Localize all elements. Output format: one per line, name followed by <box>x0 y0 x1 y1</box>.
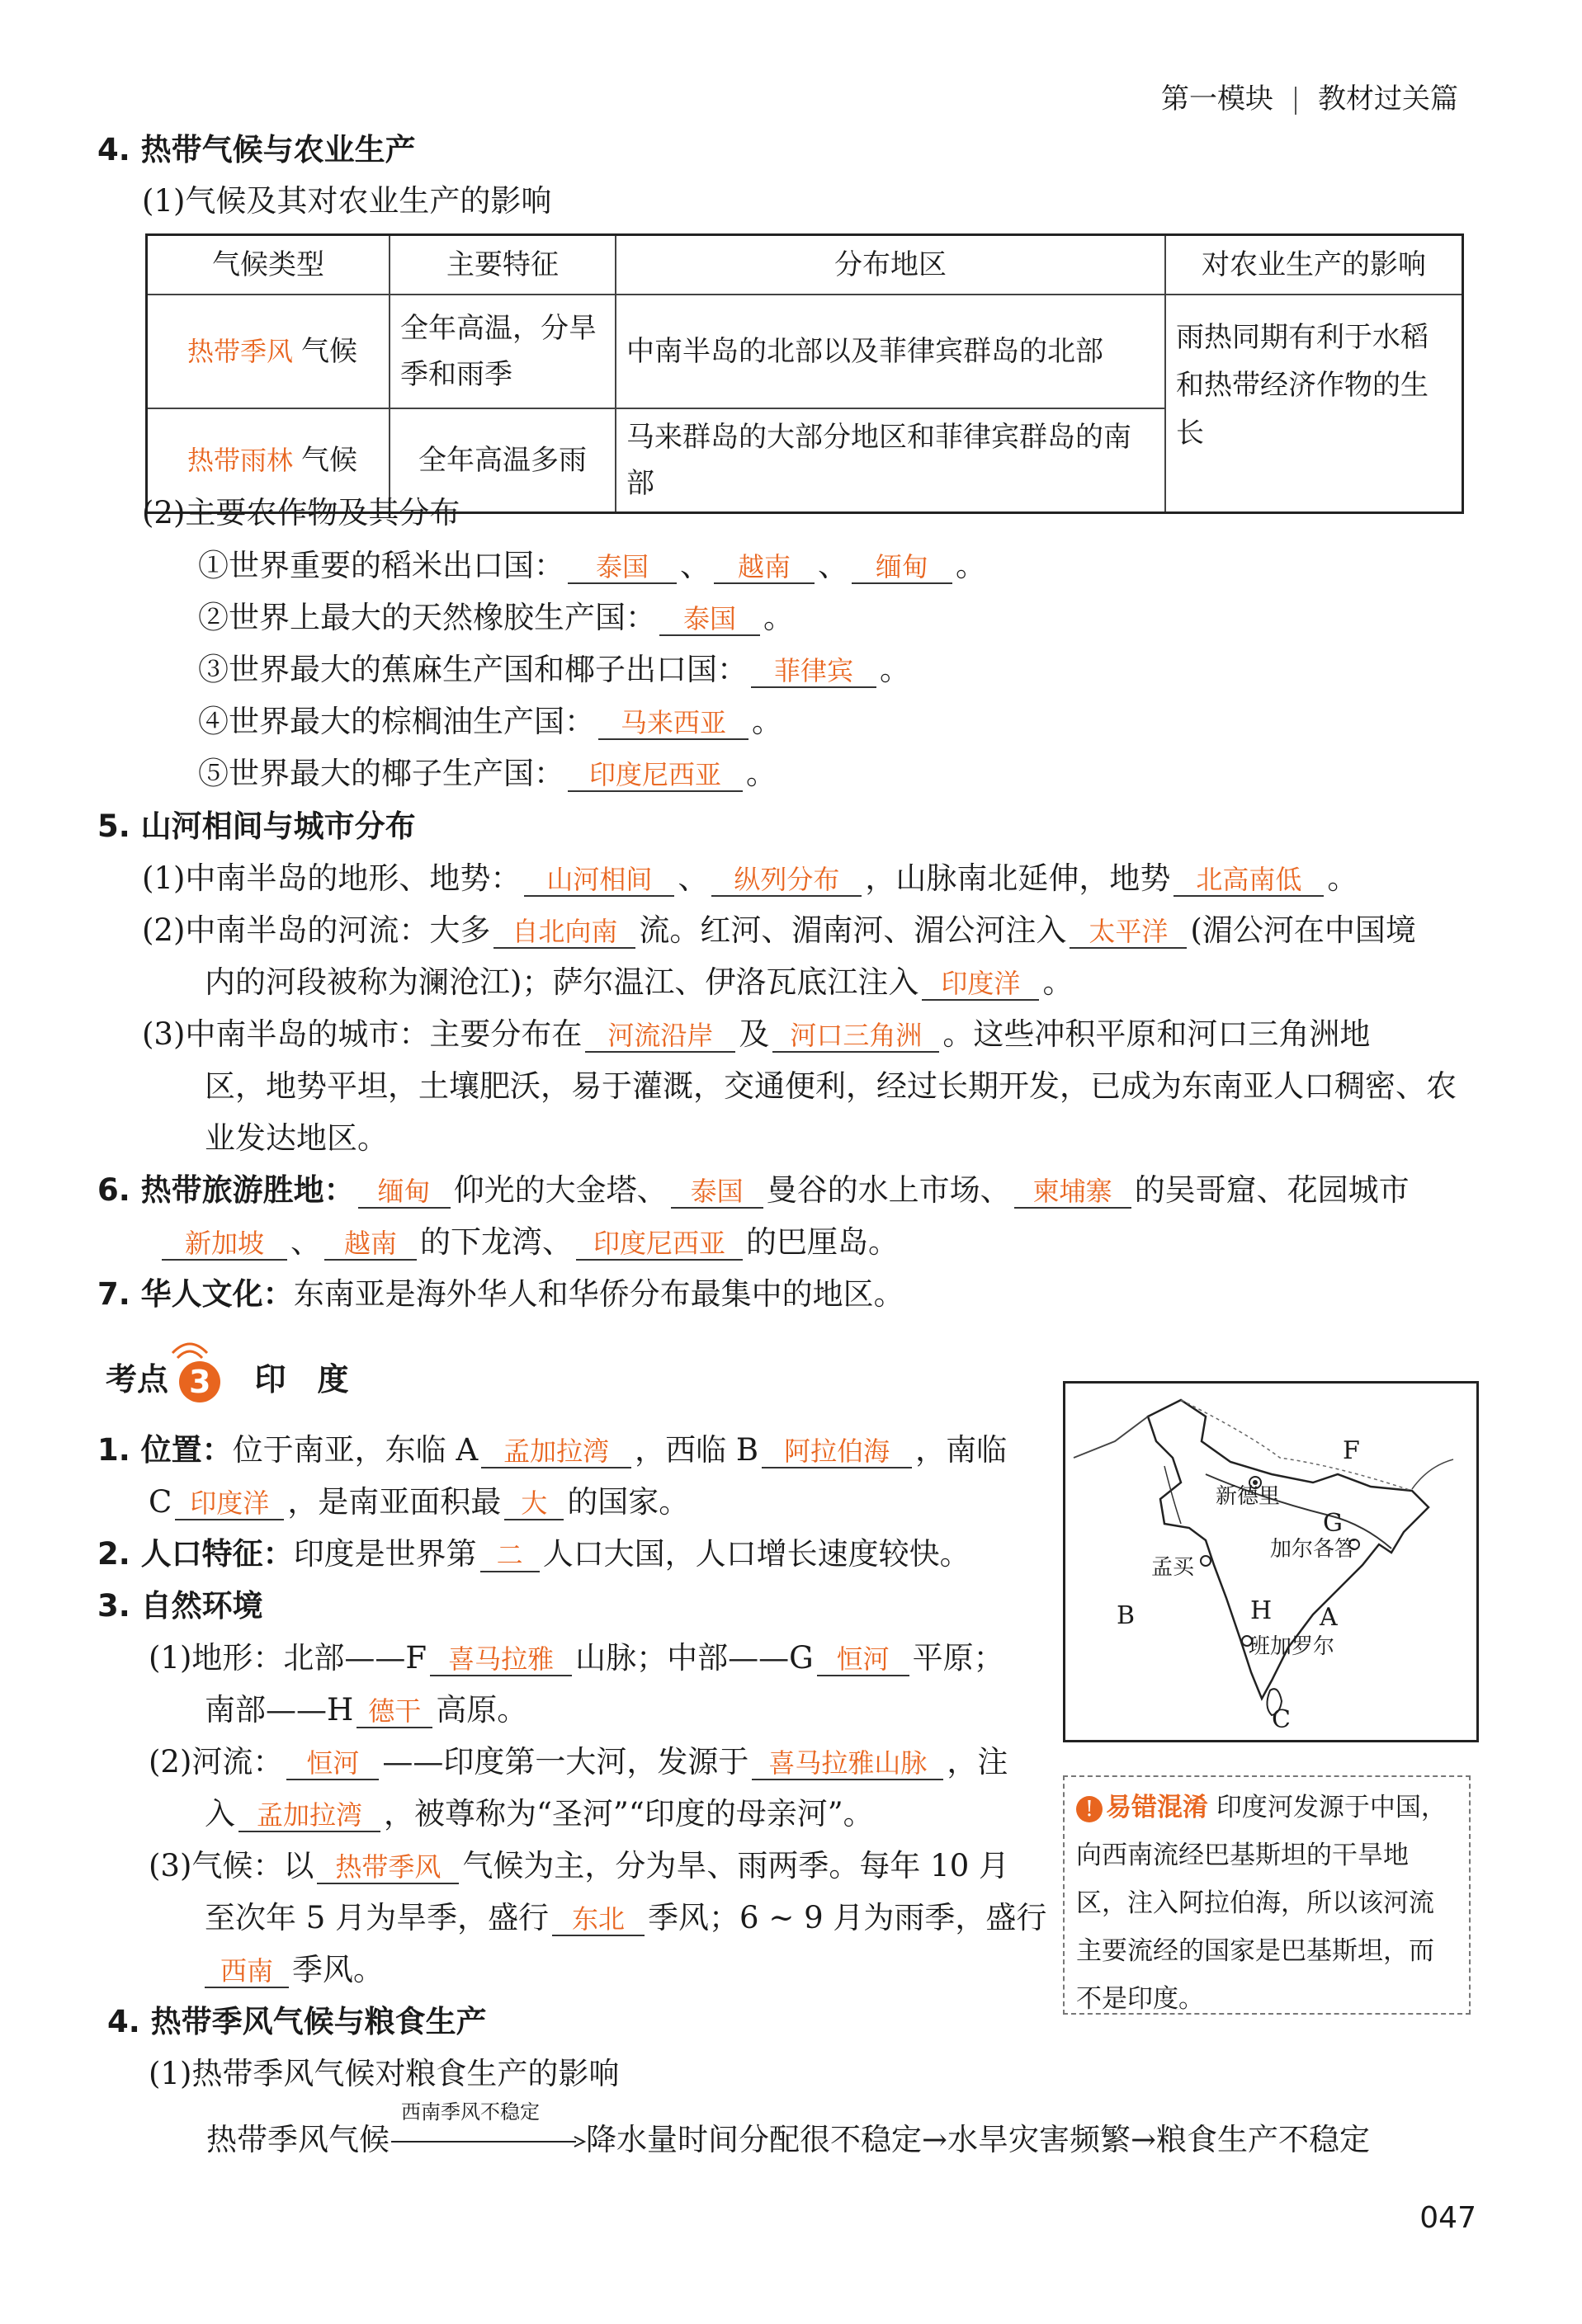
line-text: 平原； <box>912 1640 1004 1676</box>
page-number: 047 <box>1419 2201 1476 2235</box>
line-text: 仰光的大金塔、 <box>453 1172 668 1208</box>
india-line-2 <box>97 1536 970 1572</box>
line-text: 。这些冲积平原和河口三角洲地 <box>942 1016 1371 1052</box>
india-line-3-title: 3. 自然环境 <box>97 1588 263 1624</box>
crop-line-5 <box>198 756 777 792</box>
line-text: 季风；6 ~ 9 月为雨季，盛行 <box>648 1900 1047 1935</box>
map-label-H: H <box>1250 1596 1273 1625</box>
climate-table <box>145 233 1464 514</box>
header-module: 第一模块 <box>1161 82 1273 115</box>
header-divider <box>1295 87 1296 115</box>
india-line-4-title: 4. 热带季风气候与粮食生产 <box>107 2004 487 2039</box>
answer-blank: 河流沿岸 <box>585 1020 735 1053</box>
answer-blank: 泰国 <box>659 603 760 636</box>
line-text: (1)中南半岛的地形、地势： <box>142 860 522 896</box>
answer-blank: 印度尼西亚 <box>576 1228 743 1261</box>
flow-arrow-label: 西南季风不稳定 <box>401 2100 540 2124</box>
line-text: 曼谷的水上市场、 <box>766 1172 1011 1208</box>
crop-line-2 <box>198 600 794 636</box>
map-label-F: F <box>1343 1436 1360 1465</box>
answer-blank: 阿拉伯海 <box>762 1435 912 1468</box>
answer-blank: 菲律宾 <box>751 655 876 688</box>
table-header-row <box>147 235 1463 295</box>
answer-blank: 越南 <box>324 1228 417 1261</box>
header-section: 教材过关篇 <box>1318 82 1458 115</box>
answer-blank: 恒河 <box>286 1747 379 1780</box>
india-river-line-2 <box>205 1796 874 1832</box>
line-text: 高原。 <box>436 1692 528 1728</box>
section-4-sub2: (2)主要农作物及其分布 <box>142 495 460 530</box>
answer-blank: 印度洋 <box>175 1487 284 1520</box>
s6-line-2 <box>162 1224 899 1261</box>
tip-text: 印度河发源于中国，向西南流经巴基斯坦的干旱地区，注入阿拉伯海，所以该河流主要流经的国家是巴基斯坦，而不是印度。 <box>1076 1793 1447 2014</box>
s5-line-1 <box>142 860 1358 897</box>
s5-line-3 <box>142 1016 1370 1053</box>
answer-blank: 北高南低 <box>1174 864 1324 897</box>
alert-icon: ! <box>1076 1796 1103 1822</box>
section-5-title: 5. 山河相间与城市分布 <box>97 808 416 844</box>
table-cell-impact: 雨热同期有利于水稻和热带经济作物的生长 <box>1165 295 1463 513</box>
kaodian-number-badge: 3 <box>179 1361 220 1402</box>
india-line-1 <box>97 1432 1007 1468</box>
flow-arrow-labeled <box>390 2100 586 2158</box>
flow-node: 水旱灾害频繁 <box>947 2122 1131 2157</box>
line-text: 。 <box>880 652 910 687</box>
line-text: ③世界最大的蕉麻生产国和椰子出口国： <box>198 652 748 687</box>
line-text: 东南亚是海外华人和华侨分布最集中的地区。 <box>293 1276 904 1312</box>
line-text: 位于南亚，东临 A <box>232 1432 479 1468</box>
line-text: 南部——H <box>205 1692 354 1728</box>
answer-blank: 马来西亚 <box>598 707 748 740</box>
india-climate-line-2 <box>205 1900 1046 1936</box>
india-river-line <box>149 1744 1008 1780</box>
answer-blank: 德干 <box>357 1695 432 1728</box>
line-text: (湄公河在中国境 <box>1190 912 1416 948</box>
answer-blank: 喜马拉雅山脉 <box>752 1747 943 1780</box>
answer-blank: 热带雨林 <box>187 445 293 476</box>
line-text: (1)地形：北部——F <box>149 1640 427 1676</box>
cell-suffix: 气候 <box>301 335 357 368</box>
s5-line-2b <box>205 964 1073 1001</box>
section-4-title: 4. 热带气候与农业生产 <box>97 132 416 167</box>
line-title: 2. 人口特征： <box>97 1536 294 1572</box>
answer-blank: 孟加拉湾 <box>238 1799 380 1832</box>
map-city-bangalore: 班加罗尔 <box>1249 1634 1335 1659</box>
map-label-G: G <box>1323 1509 1343 1538</box>
crop-line-1 <box>198 548 986 584</box>
table-header: 对农业生产的影响 <box>1165 235 1463 295</box>
line-text: 。 <box>1042 964 1074 1000</box>
india-line-1b <box>149 1484 689 1520</box>
line-text: 的吴哥窟、花园城市 <box>1134 1172 1410 1208</box>
line-text: 。 <box>956 548 986 583</box>
line-text: 流。红河、湄南河、湄公河注入 <box>639 912 1067 948</box>
table-header: 主要特征 <box>390 235 616 295</box>
map-city-delhi: 新德里 <box>1216 1484 1281 1509</box>
line-text: 的下龙湾、 <box>420 1224 573 1260</box>
arrow-right-icon <box>390 2135 586 2148</box>
answer-blank: 东北 <box>552 1903 645 1936</box>
line-text: 季风。 <box>292 1952 384 1987</box>
map-city-mumbai: 孟买 <box>1151 1555 1195 1580</box>
table-header: 分布地区 <box>616 235 1165 295</box>
line-text: (3)中南半岛的城市：主要分布在 <box>142 1016 583 1052</box>
line-text: 。 <box>746 756 777 791</box>
line-text: 、 <box>680 548 711 583</box>
india-line-4-sub: (1)热带季风气候对粮食生产的影响 <box>149 2056 620 2091</box>
kaodian-label: 考点 <box>106 1361 169 1398</box>
map-city-kolkata: 加尔各答 <box>1270 1537 1357 1562</box>
line-text: ②世界上最大的天然橡胶生产国： <box>198 600 656 635</box>
table-cell-feature: 全年高温多雨 <box>390 408 616 513</box>
tip-box <box>1063 1775 1471 2015</box>
table-cell-feature: 全年高温，分旱季和雨季 <box>390 295 616 408</box>
line-text: 。 <box>763 600 794 635</box>
table-cell-region: 中南半岛的北部以及菲律宾群岛的北部 <box>616 295 1165 408</box>
answer-blank: 印度洋 <box>922 968 1039 1001</box>
answer-blank: 越南 <box>714 551 815 584</box>
kaodian-heading <box>106 1358 349 1402</box>
line-text: ，注 <box>947 1744 1008 1780</box>
line-text: ④世界最大的棕榈油生产国： <box>198 704 595 739</box>
line-text: ，是南亚面积最 <box>287 1484 502 1520</box>
s5-line-3c: 业发达地区。 <box>205 1120 388 1156</box>
flow-node: 热带季风气候 <box>206 2122 390 2157</box>
line-text: 的国家。 <box>567 1484 690 1520</box>
answer-blank: 喜马拉雅 <box>430 1643 572 1676</box>
line-text: 及 <box>739 1016 770 1052</box>
answer-blank: 泰国 <box>568 551 677 584</box>
flow-arrow: → <box>922 2122 948 2157</box>
table-header: 气候类型 <box>147 235 390 295</box>
line-text: 的巴厘岛。 <box>746 1224 899 1260</box>
line-text: 气候为主，分为旱、雨两季。每年 10 月 <box>462 1848 1010 1883</box>
line-text: (2)中南半岛的河流：大多 <box>142 912 491 948</box>
line-text: ⑤世界最大的椰子生产国： <box>198 756 564 791</box>
line-text: (2)河流： <box>149 1744 284 1780</box>
line-text: 人口大国，人口增长速度较快。 <box>542 1536 970 1572</box>
page-header <box>1161 76 1458 116</box>
line-text: 。 <box>752 704 782 739</box>
section-6-title: 6. 热带旅游胜地： <box>97 1172 355 1208</box>
line-text: ，山脉南北延伸，地势 <box>865 860 1171 896</box>
line-text: ，西临 B <box>635 1432 759 1468</box>
map-label-B: B <box>1117 1601 1136 1630</box>
answer-blank: 山河相间 <box>524 864 674 897</box>
answer-blank: 孟加拉湾 <box>481 1435 631 1468</box>
flow-chain <box>206 2100 1371 2158</box>
cell-suffix: 气候 <box>301 444 357 477</box>
s6-line-1 <box>97 1172 1410 1209</box>
answer-blank: 泰国 <box>671 1176 763 1209</box>
india-map <box>1063 1381 1479 1742</box>
line-text: 山脉；中部——G <box>575 1640 814 1676</box>
line-text: ，被尊称为“圣河”“印度的母亲河”。 <box>384 1796 874 1831</box>
answer-blank: 河口三角洲 <box>772 1020 939 1053</box>
s7-line <box>97 1276 904 1313</box>
answer-blank: 新加坡 <box>162 1228 287 1261</box>
answer-blank: 柬埔寨 <box>1014 1176 1131 1209</box>
line-text: 印度是世界第 <box>293 1536 477 1572</box>
india-climate-line <box>149 1848 1009 1884</box>
map-label-C: C <box>1272 1705 1291 1734</box>
section-4-sub1: (1)气候及其对农业生产的影响 <box>142 183 552 219</box>
table-cell-region: 马来群岛的大部分地区和菲律宾群岛的南部 <box>616 408 1165 513</box>
line-text: 至次年 5 月为旱季，盛行 <box>205 1900 550 1935</box>
answer-blank: 缅甸 <box>852 551 952 584</box>
crop-line-4 <box>198 704 782 740</box>
line-text: (3)气候：以 <box>149 1848 314 1883</box>
tip-label: 易错混淆 <box>1106 1793 1208 1822</box>
answer-blank: 热带季风 <box>317 1851 459 1884</box>
flow-arrow: → <box>1131 2122 1157 2157</box>
s5-line-3b: 区，地势平坦，土壤肥沃，易于灌溉，交通便利，经过长期开发，已成为东南亚人口稠密、农 <box>205 1068 1457 1104</box>
answer-blank: 印度尼西亚 <box>568 759 743 792</box>
answer-blank: 二 <box>480 1539 540 1572</box>
answer-blank: 太平洋 <box>1070 916 1187 949</box>
answer-blank: 热带季风 <box>187 336 293 367</box>
india-climate-line-3 <box>205 1952 384 1988</box>
answer-blank: 西南 <box>205 1955 289 1988</box>
answer-blank: 自北向南 <box>493 916 635 949</box>
table-cell-type <box>147 295 390 408</box>
line-text: 、 <box>678 860 709 896</box>
line-text: 。 <box>1327 860 1358 896</box>
line-text: ，南临 <box>915 1432 1008 1468</box>
answer-blank: 恒河 <box>817 1643 909 1676</box>
india-terrain-line-2 <box>205 1692 527 1728</box>
line-text: 内的河段被称为澜沧江)；萨尔温江、伊洛瓦底江注入 <box>205 964 919 1000</box>
table-row <box>147 295 1463 408</box>
answer-blank: 缅甸 <box>358 1176 451 1209</box>
signal-icon <box>169 1336 210 1361</box>
line-text: ——印度第一大河，发源于 <box>382 1744 749 1780</box>
line-text: 、 <box>290 1224 321 1260</box>
s5-line-2 <box>142 912 1416 949</box>
answer-blank: 大 <box>504 1487 564 1520</box>
map-label-A: A <box>1320 1603 1338 1632</box>
line-text: 入 <box>205 1796 235 1831</box>
flow-node: 降水量时间分配很不稳定 <box>586 2122 922 2157</box>
section-7-title: 7. 华人文化： <box>97 1276 294 1312</box>
line-text: C <box>149 1484 172 1520</box>
line-text: ①世界重要的稻米出口国： <box>198 548 564 583</box>
flow-node: 粮食生产不稳定 <box>1156 2122 1371 2157</box>
line-text: 、 <box>818 548 848 583</box>
india-terrain-line <box>149 1640 1004 1676</box>
kaodian-name: 印 度 <box>254 1361 349 1398</box>
line-title: 1. 位置： <box>97 1432 233 1468</box>
answer-blank: 纵列分布 <box>711 864 862 897</box>
crop-line-3 <box>198 652 910 688</box>
